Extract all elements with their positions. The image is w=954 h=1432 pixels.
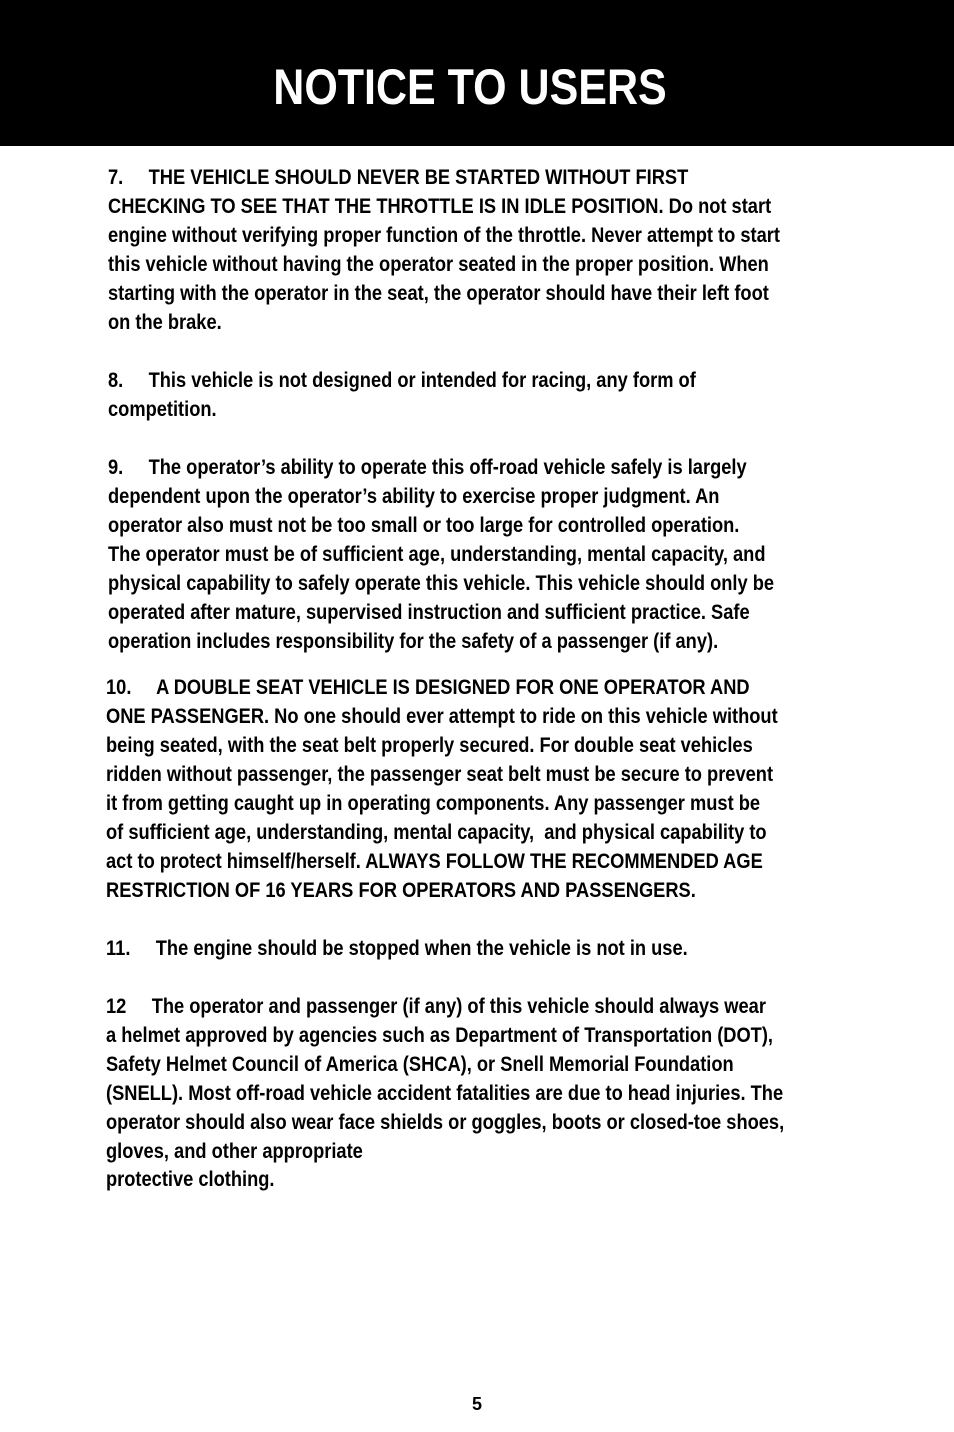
text-line: being seated, with the seat belt properly secured. For double seat vehicles	[106, 734, 753, 757]
text-line: of sufficient age, understanding, mental capacity, and physical capability to	[106, 821, 767, 844]
text-line: operator also must not be too small or too large for controlled operation.	[108, 514, 740, 537]
text-line: 9. The operator’s ability to operate this off-road vehicle safely is largely	[108, 456, 747, 479]
text-line: starting with the operator in the seat, the operator should have their left foot	[108, 282, 769, 305]
text-line: physical capability to safely operate this vehicle. This vehicle should only be	[108, 572, 775, 595]
text-line: protective clothing.	[106, 1168, 275, 1191]
text-line: RESTRICTION OF 16 YEARS FOR OPERATORS AND PASSENGERS.	[106, 879, 696, 902]
text-line: 10. A DOUBLE SEAT VEHICLE IS DESIGNED FOR ONE OPERATOR AND	[106, 676, 750, 699]
text-line: it from getting caught up in operating components. Any passenger must be	[106, 792, 761, 815]
text-line: Safety Helmet Council of America (SHCA), or Snell Memorial Foundation	[106, 1053, 734, 1076]
page-number: 5	[471, 1394, 482, 1414]
text-line: on the brake.	[108, 311, 222, 334]
text-line: 12 The operator and passenger (if any) of this vehicle should always wear	[106, 995, 766, 1018]
text-line: 7. THE VEHICLE SHOULD NEVER BE STARTED WITHOUT FIRST	[108, 166, 689, 189]
page-title: NOTICE TO USERS	[273, 59, 667, 115]
text-line: competition.	[108, 398, 217, 421]
text-line: dependent upon the operator’s ability to exercise proper judgment. An	[108, 485, 720, 508]
text-line: 11. The engine should be stopped when the vehicle is not in use.	[106, 937, 688, 960]
text-line: 8. This vehicle is not designed or intended for racing, any form of	[108, 369, 696, 392]
text-line: this vehicle without having the operator seated in the proper position. When	[108, 253, 769, 276]
text-line: engine without verifying proper function of the throttle. Never attempt to start	[108, 224, 780, 247]
text-line: CHECKING TO SEE THAT THE THROTTLE IS IN IDLE POSITION. Do not start	[108, 195, 772, 218]
text-line: operation includes responsibility for the safety of a passenger (if any).	[108, 630, 719, 653]
text-line: ONE PASSENGER. No one should ever attempt to ride on this vehicle without	[106, 705, 778, 728]
text-line: gloves, and other appropriate	[106, 1140, 363, 1163]
text-line: operator should also wear face shields or goggles, boots or closed-toe shoes,	[106, 1111, 785, 1134]
text-line: (SNELL). Most off-road vehicle accident fatalities are due to head injuries. The	[106, 1082, 784, 1105]
header-bar	[0, 0, 954, 146]
text-line: a helmet approved by agencies such as Department of Transportation (DOT),	[106, 1024, 774, 1047]
text-line: operated after mature, supervised instruction and sufficient practice. Safe	[108, 601, 750, 624]
text-line: act to protect himself/herself. ALWAYS FOLLOW THE RECOMMENDED AGE	[106, 850, 763, 873]
text-line: ridden without passenger, the passenger seat belt must be secure to prevent	[106, 763, 774, 786]
text-line: The operator must be of sufficient age, understanding, mental capacity, and	[108, 543, 766, 566]
